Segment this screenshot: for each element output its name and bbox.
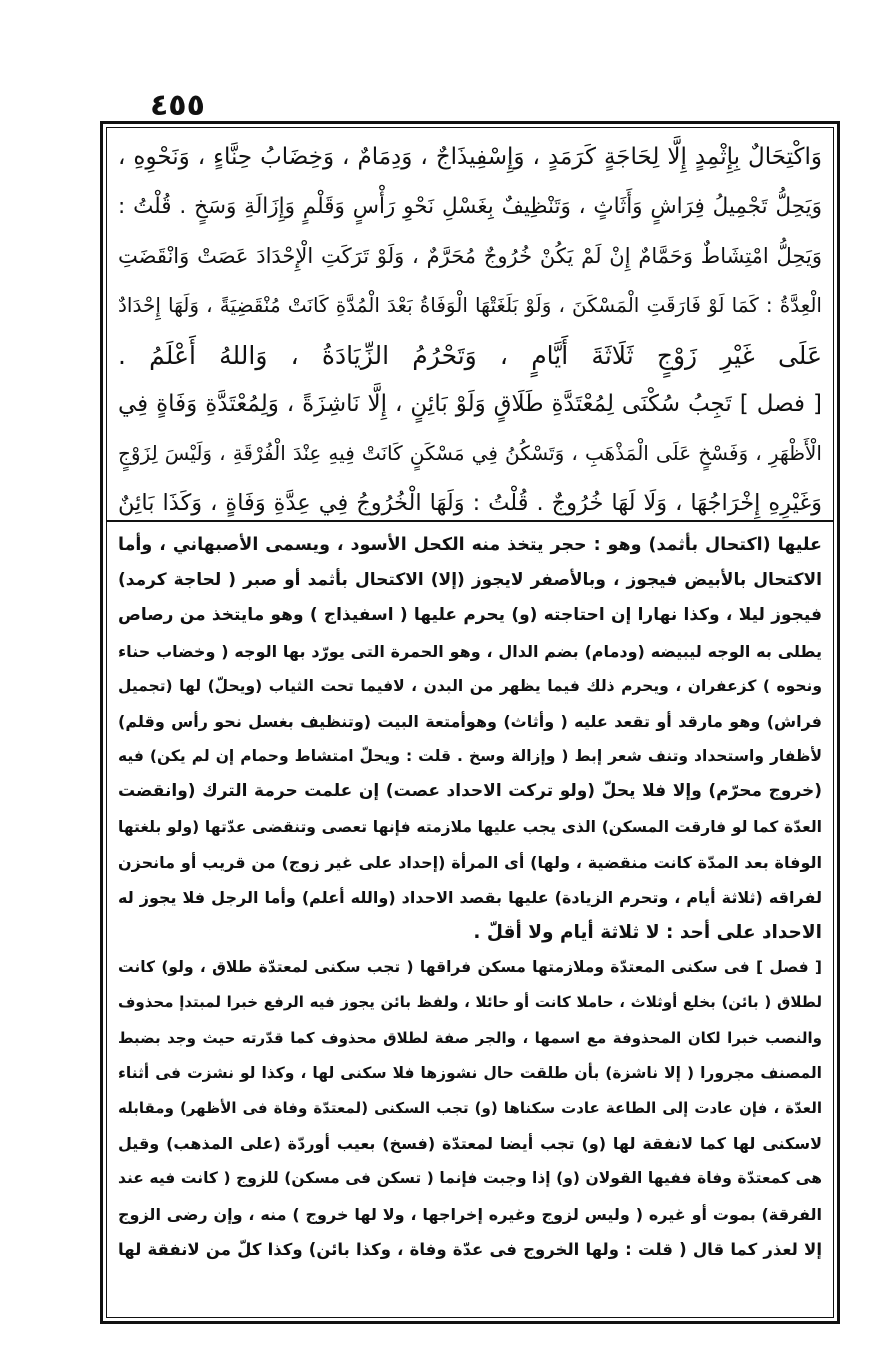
sharh-line: إلا لعذر كما قال ( قلت : ولها الخروج فى عدّة وفاة ، وكذا بائن) وكذا كلّ من لانفقة لها [118,1239,822,1259]
sharh-line: لأظفار واستحداد وتنف شعر إبط ( وإزالة وسخ . قلت : ويحلّ امتشاط وحمام إن لم يكن) فيه [118,747,822,766]
sharh-line: لاسكنى لها كما لانفقة لها (و) تجب أيضا لمعتدّة (فسخ) بعيب أوردّة (على المذهب) وقيل [118,1134,822,1154]
sharh-line: الاكتحال بالأبيض فيجوز ، وبالأصفر لايجوز (إلا) الاكتحال بأثمد أو صبر ( لحاجة كرمد) [118,570,822,591]
matn-line: وَاكْتِحَالٌ بِإِثْمِدٍ إِلَّا لِحَاجَةٍ كَرَمَدٍ ، وَإِسْفِيذَاجٌ ، وَدِمَامٌ ، وَخِضَابُ حِنَّاءٍ ، وَنَحْوِهِ ، [118,144,822,170]
matn-line: الْأَظْهَرِ ، وَفَسْخٍ عَلَى الْمَذْهَبِ ، وَتَسْكُنُ فِي مَسْكَنٍ كَانَتْ فِيهِ عِنْدَ الْفُرْقَةِ ، وَلَيْسَ لِزَوْجٍ [118,441,822,466]
sharh-line: فيجوز ليلا ، وكذا نهارا إن احتاجته (و) يحرم عليها ( اسفيذاج ) وهو مايتخذ من رصاص [118,605,822,626]
sharh-line: عليها (اكتحال بأثمد) وهو : حجر يتخذ منه الكحل الأسود ، ويسمى الأصبهاني ، وأما [118,535,822,555]
matn-line: عَلَى غَيْرِ زَوْجٍ ثَلَاثَةَ أَيَّامٍ ، وَتَحْرُمُ الزِّيَادَةُ ، وَاللهُ أَعْلَمُ . [118,340,822,370]
sharh-line: لفراقه (ثلاثة أيام ، وتحرم الزيادة) عليها بقصد الاحداد (والله أعلم) وأما الرجل فلا يجوز له [118,887,822,907]
sharh-line: [ فصل ] فى سكنى المعتدّة وملازمتها مسكن فراقها ( تجب سكنى لمعتدّة طلاق ، ولو) كانت [118,958,822,977]
sharh-line: يطلى به الوجه ليبيضه (ودمام) بضم الدال ، وهو الحمرة التى يورّد بها الوجه ( وخضاب حناء [118,641,822,661]
sharh-line: ونحوه ) كزعفران ، ويحرم ذلك فيما يظهر من البدن ، لافيما تحت الثياب (ويحلّ) لها (تجميل [118,676,822,695]
sharh-line: والنصب خبرا لكان المحذوفة مع اسمها ، والجر صفة لطلاق محذوف كما قدّرته حيث وجد بضبط [118,1028,822,1047]
matn-line: وَيَحِلُّ تَجْمِيلُ فِرَاشٍ وَأَثَاثٍ ، وَتَنْظِيفٌ بِغَسْلِ نَحْوِ رَأْسٍ وَقَلْمٍ وَإِزَالَةِ وَسَخٍ . قُلْتُ : [118,194,822,220]
matn-line: [ فصل ] تَجِبُ سُكْنَى لِمُعْتَدَّةِ طَلَاقٍ وَلَوْ بَائِنٍ ، إِلَّا نَاشِزَةً ، وَلِمُعْتَدَّةِ وَفَاةٍ فِي [118,390,822,417]
page-number: ٤٥٥ [150,88,205,123]
sharh-line: العدّة ، فإن عادت إلى الطاعة عادت سكناها (و) تجب السكنى (لمعتدّة وفاة فى الأظهر) ومقابله [118,1099,822,1117]
sharh-line: العدّة كما لو فارقت المسكن) الذى يجب عليها ملازمته فإنها تعصى وتنقضى عدّتها (ولو بلغتها [118,817,822,836]
sharh-line: هى كمعتدّة وفاة ففيها القولان (و) إذا وجبت فإنما ( تسكن فى مسكن) للزوج ( كانت فيه عند [118,1169,822,1188]
matn-line: الْعِدَّةُ : كَمَا لَوْ فَارَقَتِ الْمَسْكَنَ ، وَلَوْ بَلَغَتْهَا الْوَفَاةُ بَعْدَ الْمُدَّةِ كَانَتْ مُنْقَضِيَةً ، وَلَهَا إِحْدَادٌ [118,293,822,318]
sharh-line: فراش) وهو مارقد أو تقعد عليه ( وأثاث) وهوأمتعة البيت (وتنظيف بغسل نحو رأس وقلم) [118,711,822,731]
sharh-line: الفرقة) بموت أو غيره ( وليس لزوج وغيره إخراجها ، ولا لها خروج ) منه ، وإن رضى الزوج [118,1204,822,1224]
matn-line: وَيَحِلُّ امْتِشَاطٌ وَحَمَّامٌ إِنْ لَمْ يَكُنْ خُرُوجٌ مُحَرَّمٌ ، وَلَوْ تَرَكَتِ الْإِحْدَادَ عَصَتْ وَانْقَضَتِ [118,243,822,268]
sharh-line: الاحداد على أحد : لا ثلاثة أيام ولا أقلّ . [473,922,822,944]
matn-line: وَغَيْرِهِ إِخْرَاجُهَا ، وَلَا لَهَا خُرُوجٌ . قُلْتُ : وَلَهَا الْخُرُوجُ فِي عِدَّةِ وَفَاةٍ ، وَكَذَا بَائِنٌ [118,489,822,516]
sharh-line: لطلاق ( بائن) بخلع أوثلاث ، حاملا كانت أو حائلا ، ولفظ بائن يجوز فيه الرفع خبرا لمبتدإ محذوف [118,993,822,1012]
sharh-text-block [118,528,822,1267]
sharh-line: (خروج محرّم) وإلا فلا يحلّ (ولو تركت الاحداد عصت) إن علمت حرمة الترك (وانقضت [118,781,822,802]
sharh-line: المصنف مجرورا ( إلا ناشزة) بأن طلقت حال نشوزها فلا سكنى لها ، وكذا لو نشزت فى أثناء [118,1063,822,1082]
sharh-line: الوفاة بعد المدّة كانت منقضية ، ولها) أى المرأة (إحداد على غير زوج) من قريب أو مانحزن [118,852,822,872]
matn-text-block [118,133,822,528]
